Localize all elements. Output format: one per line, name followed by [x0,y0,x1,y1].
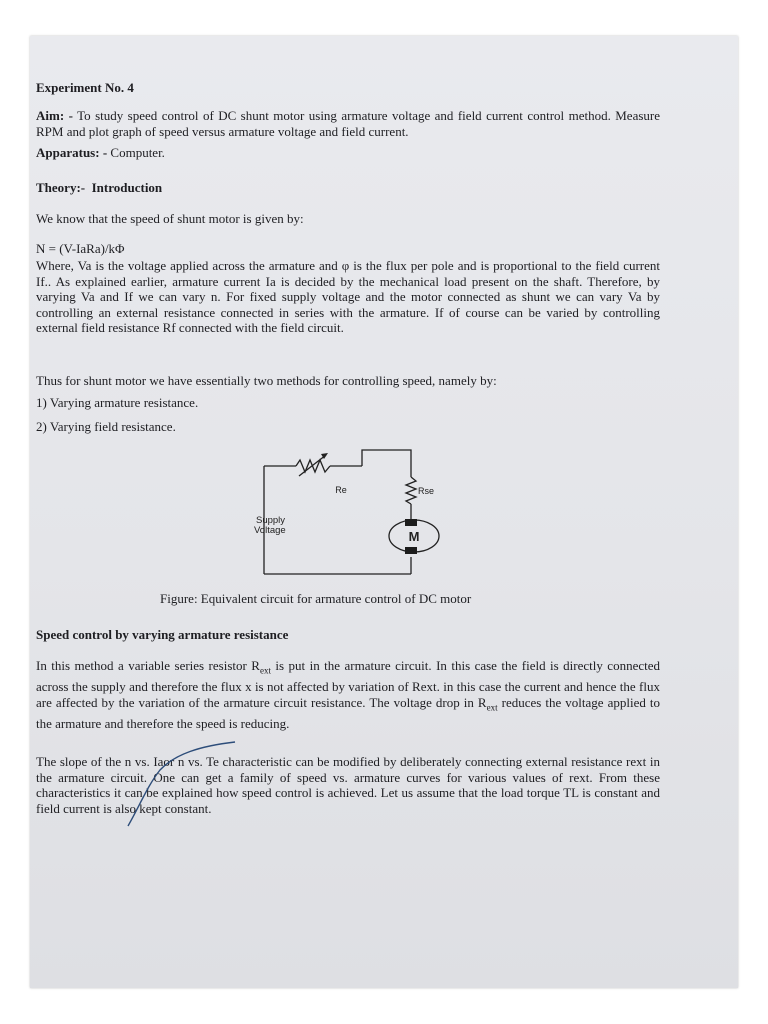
theory-title: Introduction [91,180,163,195]
section-paragraph-1 [36,658,660,731]
aim-label: Aim: - [36,108,73,123]
re-resistor-zigzag [296,460,330,472]
para1-part1: In this method a variable series resistor R [36,658,260,673]
motor-top-brush [405,519,417,526]
section-heading: Speed control by varying armature resistance [36,627,289,642]
figure-caption: Figure: Equivalent circuit for armature control of DC motor [160,591,472,606]
apparatus-text: Computer. [110,145,165,160]
handwritten-pen-stroke [80,730,240,840]
para1-part2: is put in the armature circuit. In this case the field is directly connected across the supply and therefore the flux x is not affected by variation of Rext. in this case the current and hence the flux are affected by the variation of the armature circuit resistance. The voltage drop in R [36,658,660,710]
motor-label: M [408,529,420,544]
supply-label-line1: Supply [256,515,286,526]
experiment-title: Experiment No. 4 [36,80,134,95]
document-page [30,36,738,988]
method-item-1: 1) Varying armature resistance. [36,395,199,410]
theory-label: Theory:- [36,180,86,195]
para1-subscript-1: ext [259,665,271,676]
apparatus-label: Apparatus: - [36,145,108,160]
rse-resistor-zigzag [406,477,416,504]
re-label: Re [335,485,347,495]
armature-circuit-diagram [250,441,490,581]
speed-formula: N = (V-IaRa)/kΦ [36,241,125,256]
circuit-right-wire [362,450,411,477]
para1-subscript-2: ext [486,702,498,713]
intro-line: We know that the speed of shunt motor is given by: [36,211,304,226]
apparatus-line [36,145,660,160]
theory-heading [36,180,660,195]
methods-intro: Thus for shunt motor we have essentially two methods for controlling speed, namely by: [36,373,497,388]
aim-text: To study speed control of DC shunt motor using armature voltage and field current control method. Measure RPM and plot graph of speed versus armature voltage and field current. [36,108,661,139]
supply-label-line2: Voltage [254,525,286,536]
motor-bottom-brush [405,547,417,554]
method-item-2: 2) Varying field resistance. [36,419,176,434]
rse-label: Rse [418,486,435,496]
section-paragraph-2: The slope of the n vs. Iaor n vs. Te characteristic can be modified by deliberately connecting external resistance rext in the armature circuit. One can get a family of speed vs. armature curves for various values of rext. From these characteristics it can be explained how speed control is achieved. Let us assume that the load torque TL is constant and field current is also kept constant. [36,754,660,816]
where-paragraph: Where, Va is the voltage applied across the armature and φ is the flux per pole and is proportional to the field current If.. As explained earlier, armature current Ia is decided by the mechanical load present on the shaft. Therefore, by varying Va and If we can vary n. For fixed supply voltage and the motor connected as shunt we can vary Va by controlling an external resistance connected in series with the armature. If of course can be varied by controlling external field resistance Rf connected with the field circuit. [36,258,660,335]
aim-paragraph [36,108,660,139]
para1-part3: reduces the voltage applied to the armature and therefore the speed is reducing. [36,694,660,731]
